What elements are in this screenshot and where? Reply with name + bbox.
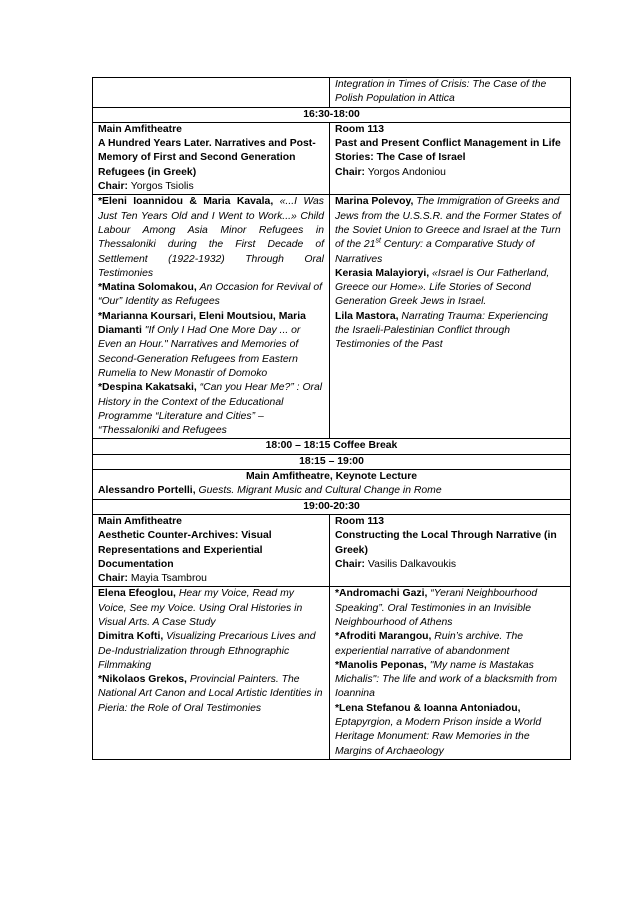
continued-paper-title: Integration in Times of Crisis: The Case of the Polish Population in Attica <box>330 78 571 108</box>
chair-label: Chair: <box>335 558 366 570</box>
papers-right <box>330 195 571 439</box>
paper-author: *Lena Stefanou & Ioanna Antoniadou, <box>335 702 521 714</box>
empty-cell <box>93 78 330 108</box>
paper-title: Ruin’s archive. The experiential narrative of abandonment <box>335 631 524 657</box>
chair-line <box>98 572 324 586</box>
paper-entry <box>98 195 324 281</box>
session-header-row <box>93 122 571 194</box>
paper-title: Hear my Voice, Read my Voice, See my Voice. Using Oral Histories in Visual Arts. A Case Study <box>98 588 303 628</box>
chair-line <box>98 180 324 194</box>
paper-title: Visualizing Precarious Lives and De-Industrialization through Ethnographic Filmmaking <box>98 631 316 671</box>
paper-entry <box>335 310 565 353</box>
papers-row <box>93 587 571 760</box>
paper-author: *Marianna Koursari, Eleni Moutsiou, Maria Diamanti <box>98 310 306 337</box>
coffee-break: 18:00 – 18:15 Coffee Break <box>93 439 571 454</box>
chair-label: Chair: <box>335 166 366 178</box>
papers-right <box>330 587 571 760</box>
paper-title: The Immigration of Greeks and Jews from the U.S.S.R. and the Former States of the Soviet Union to Greece and Israel at the Turn of the 21st Century: a Comparative Study of Narratives <box>335 196 561 265</box>
keynote-row <box>93 454 571 469</box>
session-title: Aesthetic Counter-Archives: Visual Representations and Experiential Documentation <box>98 530 272 570</box>
paper-author: Marina Polevoy, <box>335 196 414 208</box>
session-header-left <box>93 514 330 586</box>
paper-title: An Occasion for Revival of “Our” Identity as Refugees <box>98 282 323 308</box>
programme-table <box>92 77 571 760</box>
keynote-time: 18:15 – 19:00 <box>93 454 571 469</box>
paper-author: *Manolis Peponas, <box>335 659 427 671</box>
chair-line <box>335 166 565 180</box>
paper-entry <box>98 587 324 630</box>
paper-entry <box>335 267 565 310</box>
paper-title: Eptapyrgion, a Modern Prison inside a World Heritage Monument: Raw Memories in the Margins of Archaeology <box>335 717 542 757</box>
session-header-row <box>93 514 571 586</box>
table-row <box>93 78 571 108</box>
session-header-left <box>93 122 330 194</box>
paper-author: *Despina Kakatsaki, <box>98 382 197 394</box>
paper-author: *Nikolaos Grekos, <box>98 674 187 686</box>
paper-title: “Can you Hear Me?” : Oral History in the Context of the Educational Programme “Literature and Cities” – “Thessaloniki and Refugees <box>98 382 323 437</box>
time-slot-2: 19:00-20:30 <box>93 499 571 514</box>
room-name: Main Amfitheatre <box>98 515 182 527</box>
paper-author: *Andromachi Gazi, <box>335 588 428 600</box>
keynote-title: Guests. Migrant Music and Cultural Change in Rome <box>198 485 442 497</box>
keynote-line <box>98 484 565 498</box>
paper-author: Elena Efeoglou, <box>98 588 176 600</box>
paper-entry <box>98 310 324 381</box>
paper-entry <box>335 195 565 266</box>
paper-title: Provincial Painters. The National Art Canon and Local Artistic Identities in Pieria: the Role of Oral Testimonies <box>98 674 323 714</box>
chair-name: Mayia Tsambrou <box>130 573 207 585</box>
chair-label: Chair: <box>98 181 129 193</box>
chair-name: Vasilis Dalkavoukis <box>367 558 457 570</box>
session-title: A Hundred Years Later. Narratives and Post-Memory of First and Second Generation Refugees (in Greek) <box>98 138 316 178</box>
paper-title: «Israel is Our Fatherland, Greece our Home». Life Stories of Second Generation Greek Jews in Israel. <box>335 267 550 308</box>
paper-entry <box>335 587 565 630</box>
session-header-right <box>330 122 571 194</box>
paper-title: «...I Was Just Ten Years Old and I Went to Work...» Child Labour Among Asia Minor Refugees in Thessaloniki during the First Decade of Settlement (1922-1932) Through Oral Testimonies <box>98 196 324 279</box>
keynote-details-row <box>93 470 571 500</box>
paper-author: Kerasia Malayioryi, <box>335 267 430 279</box>
paper-entry <box>98 381 324 438</box>
paper-entry <box>335 702 565 759</box>
paper-author: Dimitra Kofti, <box>98 631 164 643</box>
paper-author: *Matina Solomakou, <box>98 282 197 294</box>
papers-row <box>93 195 571 439</box>
programme-page <box>92 77 561 760</box>
chair-name: Yorgos Tsiolis <box>130 181 194 193</box>
keynote-details <box>93 470 571 500</box>
room-name: Room 113 <box>335 515 385 527</box>
time-slot-row <box>93 499 571 514</box>
paper-title: "My name is Mastakas Michalis": The life and work of a blacksmith from Ioannina <box>335 659 557 700</box>
chair-label: Chair: <box>98 573 129 585</box>
paper-author: *Eleni Ioannidou & Maria Kavala, <box>98 196 274 208</box>
paper-entry <box>335 659 565 702</box>
room-name: Main Amfitheatre <box>98 123 182 135</box>
papers-left <box>93 587 330 760</box>
superscript: st <box>375 237 381 245</box>
papers-left <box>93 195 330 439</box>
session-header-right <box>330 514 571 586</box>
paper-entry <box>98 281 324 310</box>
paper-title: “Yerani Neighbourhood Speaking”. Oral Testimonies in an Invisible Neighbourhood of Athens <box>335 588 538 628</box>
keynote-speaker: Alessandro Portelli, <box>98 485 196 497</box>
paper-title: "If Only I Had One More Day ... or Even an Hour." Narratives and Memories of Second-Generation Refugees from Eastern Rumelia to New Monastir of Domoko <box>98 325 301 379</box>
chair-line <box>335 558 565 572</box>
session-title: Constructing the Local Through Narrative (in Greek) <box>335 530 557 556</box>
paper-entry <box>98 630 324 673</box>
chair-name: Yorgos Andoniou <box>367 166 446 178</box>
coffee-break-row <box>93 439 571 454</box>
paper-author: Lila Mastora, <box>335 310 399 322</box>
room-name: Room 113 <box>335 123 385 135</box>
paper-entry <box>335 630 565 659</box>
time-slot-1: 16:30-18:00 <box>93 107 571 122</box>
paper-entry <box>98 673 324 716</box>
paper-title: Narrating Trauma: Experiencing the Israeli-Palestinian Conflict through Testimonies of the Past <box>335 310 548 351</box>
keynote-venue: Main Amfitheatre, Keynote Lecture <box>245 471 418 483</box>
session-title: Past and Present Conflict Management in Life Stories: The Case of Israel <box>335 138 561 164</box>
time-slot-row <box>93 107 571 122</box>
paper-author: *Afroditi Marangou, <box>335 631 432 643</box>
